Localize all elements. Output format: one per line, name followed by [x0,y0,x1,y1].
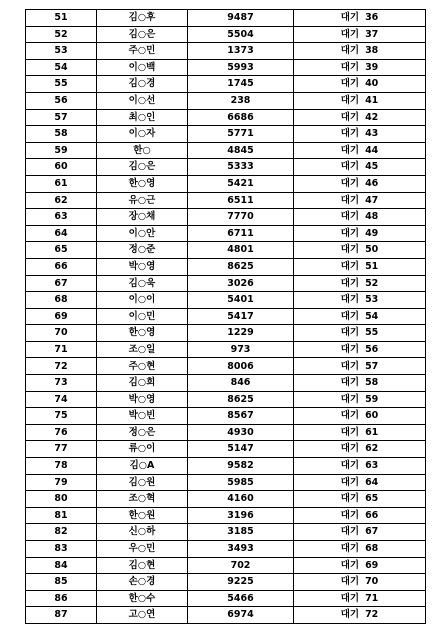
name-cell: 한○영 [97,325,188,342]
applicant-number-cell: 3493 [188,541,294,558]
applicant-number-cell: 238 [188,92,294,109]
wait-status-cell [294,424,426,441]
status-label: 대기 [340,576,360,588]
wait-status-cell [294,441,426,458]
applicant-number-cell: 7770 [188,209,294,226]
applicant-number-cell: 1229 [188,325,294,342]
row-number-cell: 56 [26,92,97,109]
name-cell: 한○수 [97,590,188,607]
row-number-cell: 53 [26,43,97,60]
status-label: 대기 [340,559,360,571]
table-row [26,142,426,159]
name-cell: 김○은 [97,26,188,43]
table-row [26,474,426,491]
status-label: 대기 [340,393,360,405]
wait-status-cell [294,92,426,109]
table-row [26,541,426,558]
wait-number: 70 [365,576,379,588]
applicant-number-cell: 973 [188,341,294,358]
status-label: 대기 [340,211,360,223]
applicant-number-cell: 8625 [188,391,294,408]
wait-status-cell [294,225,426,242]
status-label: 대기 [340,128,360,140]
row-number-cell: 63 [26,209,97,226]
name-cell: 김○경 [97,76,188,93]
wait-number: 49 [365,227,379,239]
applicant-number-cell: 5417 [188,308,294,325]
row-number-cell: 55 [26,76,97,93]
wait-status-cell [294,292,426,309]
status-label: 대기 [340,244,360,256]
applicant-number-cell: 702 [188,557,294,574]
status-label: 대기 [340,277,360,289]
row-number-cell: 81 [26,507,97,524]
row-number-cell: 70 [26,325,97,342]
row-number-cell: 64 [26,225,97,242]
wait-number: 50 [365,244,379,256]
row-number-cell: 66 [26,258,97,275]
row-number-cell: 67 [26,275,97,292]
row-number-cell: 62 [26,192,97,209]
name-cell: 박○빈 [97,408,188,425]
table-row [26,358,426,375]
wait-number: 55 [365,327,379,339]
wait-status-cell [294,524,426,541]
status-label: 대기 [340,144,360,156]
table-row [26,524,426,541]
status-label: 대기 [340,78,360,90]
wait-status-cell [294,26,426,43]
name-cell: 조○혁 [97,491,188,508]
status-label: 대기 [340,294,360,306]
waitlist-table-body [26,10,426,624]
table-row [26,375,426,392]
wait-status-cell [294,557,426,574]
table-row [26,574,426,591]
table-row [26,557,426,574]
wait-status-cell [294,142,426,159]
wait-status-cell [294,391,426,408]
name-cell: 이○민 [97,308,188,325]
applicant-number-cell: 5333 [188,159,294,176]
applicant-number-cell: 5466 [188,590,294,607]
row-number-cell: 83 [26,541,97,558]
wait-number: 38 [365,45,379,57]
row-number-cell: 80 [26,491,97,508]
status-label: 대기 [340,343,360,355]
table-row [26,76,426,93]
table-row [26,325,426,342]
table-row [26,308,426,325]
table-row [26,192,426,209]
row-number-cell: 61 [26,175,97,192]
table-row [26,275,426,292]
name-cell: 유○근 [97,192,188,209]
wait-status-cell [294,43,426,60]
wait-number: 42 [365,111,379,123]
row-number-cell: 58 [26,126,97,143]
table-row [26,59,426,76]
name-cell: 우○민 [97,541,188,558]
applicant-number-cell: 5985 [188,474,294,491]
name-cell: 류○이 [97,441,188,458]
row-number-cell: 60 [26,159,97,176]
table-row [26,458,426,475]
wait-number: 44 [365,144,379,156]
table-row [26,109,426,126]
table-row [26,43,426,60]
applicant-number-cell: 5421 [188,175,294,192]
wait-number: 52 [365,277,379,289]
wait-status-cell [294,258,426,275]
wait-number: 61 [365,426,379,438]
row-number-cell: 75 [26,408,97,425]
name-cell: 정○준 [97,242,188,259]
name-cell: 손○경 [97,574,188,591]
row-number-cell: 71 [26,341,97,358]
wait-number: 37 [365,28,379,40]
applicant-number-cell: 6511 [188,192,294,209]
applicant-number-cell: 4930 [188,424,294,441]
applicant-number-cell: 5401 [188,292,294,309]
applicant-number-cell: 5771 [188,126,294,143]
table-row [26,424,426,441]
applicant-number-cell: 9582 [188,458,294,475]
wait-status-cell [294,275,426,292]
status-label: 대기 [340,377,360,389]
applicant-number-cell: 4160 [188,491,294,508]
wait-status-cell [294,541,426,558]
status-label: 대기 [340,227,360,239]
applicant-number-cell: 6686 [188,109,294,126]
applicant-number-cell: 6711 [188,225,294,242]
status-label: 대기 [340,260,360,272]
wait-number: 39 [365,61,379,73]
row-number-cell: 51 [26,10,97,27]
status-label: 대기 [340,177,360,189]
status-label: 대기 [340,609,360,621]
wait-status-cell [294,325,426,342]
row-number-cell: 54 [26,59,97,76]
applicant-number-cell: 1745 [188,76,294,93]
table-row [26,258,426,275]
applicant-number-cell: 8625 [188,258,294,275]
wait-status-cell [294,341,426,358]
row-number-cell: 52 [26,26,97,43]
name-cell: 주○현 [97,358,188,375]
row-number-cell: 68 [26,292,97,309]
wait-number: 63 [365,460,379,472]
status-label: 대기 [340,161,360,173]
wait-number: 36 [365,12,379,24]
name-cell: 최○인 [97,109,188,126]
name-cell: 김○욱 [97,275,188,292]
name-cell: 이○백 [97,59,188,76]
wait-number: 53 [365,294,379,306]
wait-status-cell [294,159,426,176]
wait-number: 40 [365,78,379,90]
status-label: 대기 [340,493,360,505]
status-label: 대기 [340,28,360,40]
wait-number: 71 [365,592,379,604]
table-row [26,607,426,624]
table-row [26,391,426,408]
status-label: 대기 [340,194,360,206]
row-number-cell: 82 [26,524,97,541]
status-label: 대기 [340,310,360,322]
applicant-number-cell: 5993 [188,59,294,76]
applicant-number-cell: 9225 [188,574,294,591]
wait-status-cell [294,408,426,425]
status-label: 대기 [340,410,360,422]
row-number-cell: 76 [26,424,97,441]
table-row [26,209,426,226]
name-cell: 주○민 [97,43,188,60]
wait-number: 72 [365,609,379,621]
row-number-cell: 78 [26,458,97,475]
name-cell: 김○은 [97,159,188,176]
applicant-number-cell: 846 [188,375,294,392]
name-cell: 이○자 [97,126,188,143]
applicant-number-cell: 3185 [188,524,294,541]
row-number-cell: 86 [26,590,97,607]
row-number-cell: 74 [26,391,97,408]
applicant-number-cell: 1373 [188,43,294,60]
wait-number: 69 [365,559,379,571]
row-number-cell: 72 [26,358,97,375]
wait-status-cell [294,375,426,392]
row-number-cell: 85 [26,574,97,591]
status-label: 대기 [340,443,360,455]
wait-number: 58 [365,377,379,389]
applicant-number-cell: 9487 [188,10,294,27]
status-label: 대기 [340,476,360,488]
row-number-cell: 69 [26,308,97,325]
wait-status-cell [294,126,426,143]
name-cell: 장○채 [97,209,188,226]
waitlist-table [25,9,426,624]
table-row [26,10,426,27]
status-label: 대기 [340,360,360,372]
table-row [26,159,426,176]
applicant-number-cell: 8006 [188,358,294,375]
applicant-number-cell: 4801 [188,242,294,259]
applicant-number-cell: 8567 [188,408,294,425]
applicant-number-cell: 4845 [188,142,294,159]
status-label: 대기 [340,61,360,73]
name-cell: 김○원 [97,474,188,491]
table-row [26,441,426,458]
status-label: 대기 [340,45,360,57]
status-label: 대기 [340,526,360,538]
wait-number: 48 [365,211,379,223]
name-cell: 박○영 [97,258,188,275]
status-label: 대기 [340,509,360,521]
name-cell: 조○일 [97,341,188,358]
applicant-number-cell: 3196 [188,507,294,524]
row-number-cell: 79 [26,474,97,491]
applicant-number-cell: 5147 [188,441,294,458]
wait-status-cell [294,607,426,624]
wait-number: 68 [365,543,379,555]
table-row [26,225,426,242]
applicant-number-cell: 3026 [188,275,294,292]
name-cell: 이○선 [97,92,188,109]
wait-number: 59 [365,393,379,405]
name-cell: 고○연 [97,607,188,624]
wait-number: 60 [365,410,379,422]
wait-number: 47 [365,194,379,206]
wait-status-cell [294,458,426,475]
table-row [26,242,426,259]
wait-status-cell [294,192,426,209]
status-label: 대기 [340,543,360,555]
table-row [26,491,426,508]
name-cell: 김○희 [97,375,188,392]
table-row [26,126,426,143]
wait-number: 67 [365,526,379,538]
status-label: 대기 [340,592,360,604]
wait-number: 41 [365,95,379,107]
row-number-cell: 57 [26,109,97,126]
table-row [26,507,426,524]
status-label: 대기 [340,327,360,339]
wait-status-cell [294,59,426,76]
wait-number: 65 [365,493,379,505]
wait-status-cell [294,474,426,491]
wait-number: 43 [365,128,379,140]
wait-number: 54 [365,310,379,322]
applicant-number-cell: 6974 [188,607,294,624]
document-page [25,9,425,624]
name-cell: 김○현 [97,557,188,574]
wait-status-cell [294,507,426,524]
table-row [26,408,426,425]
row-number-cell: 59 [26,142,97,159]
name-cell: 정○은 [97,424,188,441]
row-number-cell: 73 [26,375,97,392]
name-cell: 김○후 [97,10,188,27]
table-row [26,341,426,358]
wait-status-cell [294,175,426,192]
wait-status-cell [294,76,426,93]
name-cell: 한○ [97,142,188,159]
row-number-cell: 77 [26,441,97,458]
name-cell: 김○A [97,458,188,475]
table-row [26,26,426,43]
wait-number: 57 [365,360,379,372]
applicant-number-cell: 5504 [188,26,294,43]
row-number-cell: 65 [26,242,97,259]
name-cell: 이○이 [97,292,188,309]
status-label: 대기 [340,426,360,438]
wait-number: 45 [365,161,379,173]
name-cell: 박○영 [97,391,188,408]
wait-status-cell [294,209,426,226]
status-label: 대기 [340,460,360,472]
wait-number: 51 [365,260,379,272]
table-row [26,590,426,607]
wait-status-cell [294,491,426,508]
wait-number: 66 [365,509,379,521]
wait-status-cell [294,242,426,259]
wait-number: 56 [365,343,379,355]
wait-status-cell [294,10,426,27]
wait-status-cell [294,574,426,591]
row-number-cell: 84 [26,557,97,574]
wait-status-cell [294,308,426,325]
table-row [26,175,426,192]
name-cell: 한○영 [97,175,188,192]
wait-status-cell [294,358,426,375]
table-row [26,92,426,109]
status-label: 대기 [340,111,360,123]
row-number-cell: 87 [26,607,97,624]
name-cell: 한○원 [97,507,188,524]
wait-status-cell [294,590,426,607]
wait-number: 62 [365,443,379,455]
name-cell: 신○하 [97,524,188,541]
name-cell: 이○안 [97,225,188,242]
status-label: 대기 [340,12,360,24]
status-label: 대기 [340,95,360,107]
table-row [26,292,426,309]
wait-number: 46 [365,177,379,189]
wait-number: 64 [365,476,379,488]
wait-status-cell [294,109,426,126]
